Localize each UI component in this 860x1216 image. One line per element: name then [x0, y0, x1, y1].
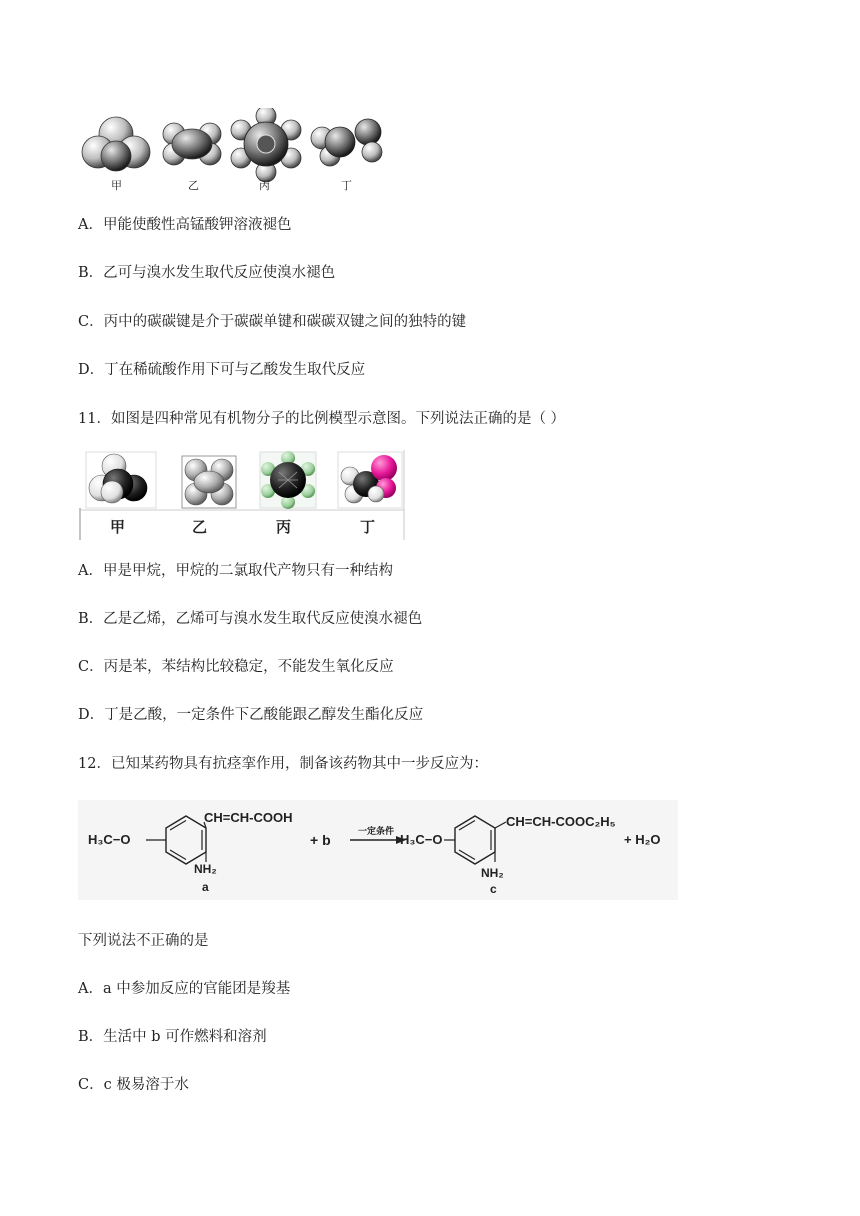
- plus-b: + b: [310, 832, 331, 848]
- q11-option-b: B．乙是乙烯，乙烯可与溴水发生取代反应使溴水褪色: [78, 611, 423, 627]
- figure-2-label-bing: 丙: [276, 518, 292, 536]
- model2-yi: [182, 456, 236, 508]
- c-label: c: [490, 882, 497, 896]
- figure-1-label-ding: 丁: [341, 179, 352, 192]
- q10-option-b: B．乙可与溴水发生取代反应使溴水褪色: [78, 265, 336, 281]
- q12-option-a: A．a 中参加反应的官能团是羧基: [78, 981, 291, 997]
- q11-stem: 11．如图是四种常见有机物分子的比例模型示意图。下列说法正确的是（ ）: [78, 411, 566, 427]
- model-ding: [311, 119, 382, 166]
- model2-bing: [260, 451, 316, 509]
- reaction-condition: 一定条件: [358, 827, 395, 837]
- q11-option-c: C．丙是苯，苯结构比较稳定，不能发生氧化反应: [78, 659, 394, 675]
- reaction-scheme: [78, 800, 678, 900]
- figure-1-label-yi: 乙: [188, 179, 199, 192]
- a-methoxy: H₃C−O: [88, 832, 131, 847]
- q10-option-a: A．甲能使酸性高锰酸钾溶液褪色: [78, 217, 292, 233]
- c-methoxy: H₃C−O: [400, 832, 443, 847]
- model-yi: [163, 123, 221, 165]
- q12-prompt: 下列说法不正确的是: [78, 933, 209, 949]
- q11-option-a: A．甲是甲烷，甲烷的二氯取代产物只有一种结构: [78, 563, 393, 579]
- q11-option-d: D．丁是乙酸，一定条件下乙酸能跟乙醇发生酯化反应: [78, 707, 424, 723]
- plus-water: + H₂O: [624, 832, 661, 847]
- figure-2-molecule-models: [78, 450, 408, 542]
- figure-2-label-yi: 乙: [192, 518, 208, 536]
- model-jia: [82, 117, 150, 171]
- a-amino: NH₂: [194, 862, 217, 876]
- c-side-chain: CH=CH-COOC₂H₅: [506, 814, 616, 829]
- a-side-chain: CH=CH-COOH: [204, 810, 293, 825]
- q12-stem: 12．已知某药物具有抗痉挛作用，制备该药物其中一步反应为：: [78, 756, 488, 772]
- figure-1-label-bing: 丙: [259, 179, 270, 192]
- model-bing: [231, 108, 301, 182]
- figure-2-label-jia: 甲: [110, 518, 126, 536]
- model2-ding: [338, 452, 402, 508]
- figure-2-label-ding: 丁: [360, 518, 376, 536]
- a-label: a: [202, 880, 209, 894]
- q12-option-c: C．c 极易溶于水: [78, 1077, 189, 1093]
- q10-option-c: C．丙中的碳碳键是介于碳碳单键和碳碳双键之间的独特的键: [78, 314, 467, 330]
- q10-option-d: D．丁在稀硫酸作用下可与乙酸发生取代反应: [78, 362, 366, 378]
- c-amino: NH₂: [481, 866, 504, 880]
- figure-1-label-jia: 甲: [111, 179, 122, 192]
- model2-jia: [86, 452, 156, 508]
- q12-option-b: B．生活中 b 可作燃料和溶剂: [78, 1029, 267, 1045]
